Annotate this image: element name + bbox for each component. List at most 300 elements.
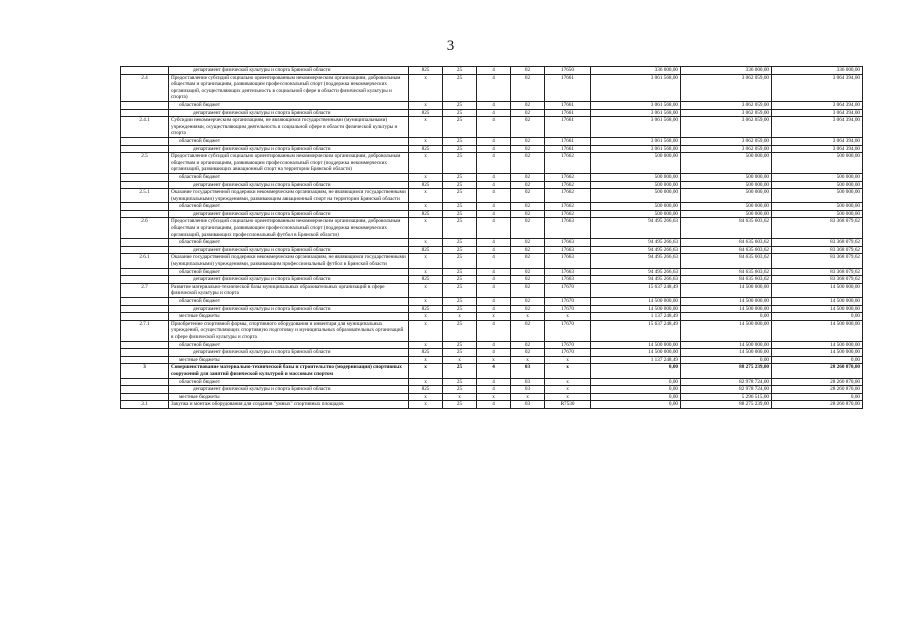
cell-subprogram-code: 4 bbox=[477, 298, 511, 306]
cell-number: 2.4 bbox=[121, 74, 169, 101]
cell-amount-year3: 500 000,00 bbox=[772, 181, 863, 189]
cell-direction-code: 17670 bbox=[545, 320, 591, 341]
table-row bbox=[121, 268, 863, 276]
cell-admin-code: х bbox=[409, 203, 443, 211]
cell-amount-year3: 83 368 079,62 bbox=[772, 254, 863, 268]
cell-direction-code: 17670 bbox=[545, 305, 591, 313]
cell-admin-code: х bbox=[409, 239, 443, 247]
cell-event-code: 02 bbox=[511, 283, 545, 297]
cell-amount-year3: 14 500 000,00 bbox=[772, 349, 863, 357]
cell-program-code: 25 bbox=[443, 246, 477, 254]
cell-number: 2.5 bbox=[121, 153, 169, 174]
cell-admin-code: х bbox=[409, 393, 443, 401]
cell-number: 2.7 bbox=[121, 283, 169, 297]
table-row bbox=[121, 189, 863, 203]
cell-amount-year1: 0,00 bbox=[591, 386, 681, 394]
cell-program-code: 25 bbox=[443, 298, 477, 306]
cell-amount-year2: 82 978 724,00 bbox=[681, 386, 772, 394]
cell-number bbox=[121, 67, 169, 75]
cell-amount-year1: 1 137 248,49 bbox=[591, 356, 681, 364]
cell-amount-year3: 14 500 000,00 bbox=[772, 305, 863, 313]
cell-program-code: 25 bbox=[443, 145, 477, 153]
cell-amount-year3: 28 260 870,00 bbox=[772, 386, 863, 394]
cell-subprogram-code: 4 bbox=[477, 153, 511, 174]
cell-program-code: 25 bbox=[443, 181, 477, 189]
cell-admin-code: х bbox=[409, 313, 443, 321]
cell-program-code: 25 bbox=[443, 210, 477, 218]
cell-amount-year1: 94 495 266,63 bbox=[591, 239, 681, 247]
budget-table-body bbox=[121, 67, 863, 409]
cell-amount-year2: 3 062 059,00 bbox=[681, 109, 772, 117]
cell-event-code: 03 bbox=[511, 378, 545, 386]
cell-admin-code: 825 bbox=[409, 246, 443, 254]
table-row bbox=[121, 341, 863, 349]
cell-direction-code: х bbox=[545, 356, 591, 364]
cell-subprogram-code: 4 bbox=[477, 145, 511, 153]
cell-amount-year3: 0,00 bbox=[772, 313, 863, 321]
cell-event-code: 02 bbox=[511, 276, 545, 284]
cell-amount-year3: 500 000,00 bbox=[772, 203, 863, 211]
cell-description: областной бюджет bbox=[169, 298, 409, 306]
cell-direction-code: 17662 bbox=[545, 210, 591, 218]
cell-description: Субсидии некоммерческим организациям, не являющимся государственными (муниципальными) учреждениями, осуществляющим деятельность в социальной сфере в области физической культуры и спорта bbox=[169, 117, 409, 138]
cell-direction-code: 17663 bbox=[545, 239, 591, 247]
cell-amount-year3: 3 064 394,00 bbox=[772, 74, 863, 101]
cell-number bbox=[121, 349, 169, 357]
cell-program-code: 25 bbox=[443, 341, 477, 349]
cell-program-code: 25 bbox=[443, 137, 477, 145]
cell-amount-year1: 500 000,00 bbox=[591, 203, 681, 211]
cell-admin-code: 825 bbox=[409, 349, 443, 357]
cell-event-code: 02 bbox=[511, 203, 545, 211]
cell-subprogram-code: 4 bbox=[477, 218, 511, 239]
cell-subprogram-code: 4 bbox=[477, 378, 511, 386]
table-row bbox=[121, 203, 863, 211]
cell-description: областной бюджет bbox=[169, 378, 409, 386]
cell-amount-year2: 84 635 603,62 bbox=[681, 254, 772, 268]
cell-amount-year3: 83 368 079,62 bbox=[772, 218, 863, 239]
cell-event-code: х bbox=[511, 313, 545, 321]
cell-admin-code: х bbox=[409, 283, 443, 297]
cell-program-code: х bbox=[443, 356, 477, 364]
cell-subprogram-code: 4 bbox=[477, 320, 511, 341]
cell-number bbox=[121, 378, 169, 386]
cell-event-code: 02 bbox=[511, 305, 545, 313]
cell-description: Оказание государственной поддержки некоммерческим организациям, не являющимся государственными (муниципальными) учреждениями, развивающим авиационный спорт на территории Брянской области bbox=[169, 189, 409, 203]
cell-amount-year1: 14 500 000,00 bbox=[591, 341, 681, 349]
cell-subprogram-code: х bbox=[477, 393, 511, 401]
cell-description: департамент физической культуры и спорта Брянской области bbox=[169, 349, 409, 357]
cell-direction-code: 17670 bbox=[545, 341, 591, 349]
table-row bbox=[121, 356, 863, 364]
cell-event-code: 02 bbox=[511, 210, 545, 218]
table-row bbox=[121, 173, 863, 181]
cell-program-code: 25 bbox=[443, 109, 477, 117]
table-row bbox=[121, 320, 863, 341]
cell-amount-year3: 83 368 079,62 bbox=[772, 246, 863, 254]
cell-number bbox=[121, 268, 169, 276]
cell-amount-year1: 500 000,00 bbox=[591, 153, 681, 174]
table-row bbox=[121, 386, 863, 394]
cell-subprogram-code: 4 bbox=[477, 67, 511, 75]
cell-program-code: 25 bbox=[443, 401, 477, 409]
table-row bbox=[121, 153, 863, 174]
cell-subprogram-code: 4 bbox=[477, 341, 511, 349]
cell-amount-year2: 500 000,00 bbox=[681, 189, 772, 203]
cell-amount-year2: 0,00 bbox=[681, 356, 772, 364]
cell-amount-year3: 14 500 000,00 bbox=[772, 320, 863, 341]
cell-description: областной бюджет bbox=[169, 101, 409, 109]
table-row bbox=[121, 74, 863, 101]
cell-program-code: 25 bbox=[443, 117, 477, 138]
table-row bbox=[121, 313, 863, 321]
cell-amount-year1: 500 000,00 bbox=[591, 189, 681, 203]
table-row bbox=[121, 349, 863, 357]
table-row bbox=[121, 393, 863, 401]
cell-event-code: 02 bbox=[511, 101, 545, 109]
cell-event-code: х bbox=[511, 356, 545, 364]
cell-description: Закупка и монтаж оборудования для создания "умных" спортивных площадок bbox=[169, 401, 409, 409]
cell-admin-code: х bbox=[409, 298, 443, 306]
cell-amount-year2: 3 062 059,00 bbox=[681, 145, 772, 153]
cell-admin-code: х bbox=[409, 364, 443, 378]
cell-event-code: 02 bbox=[511, 246, 545, 254]
cell-amount-year3: 3 064 394,00 bbox=[772, 137, 863, 145]
cell-program-code: 25 bbox=[443, 173, 477, 181]
cell-amount-year2: 84 635 603,62 bbox=[681, 218, 772, 239]
cell-subprogram-code: 4 bbox=[477, 239, 511, 247]
cell-amount-year3: 83 368 079,62 bbox=[772, 276, 863, 284]
cell-direction-code: 17670 bbox=[545, 349, 591, 357]
cell-event-code: 02 bbox=[511, 173, 545, 181]
cell-direction-code: 17663 bbox=[545, 254, 591, 268]
cell-subprogram-code: 4 bbox=[477, 181, 511, 189]
cell-amount-year1: 94 495 266,63 bbox=[591, 218, 681, 239]
cell-number bbox=[121, 145, 169, 153]
budget-table bbox=[120, 66, 863, 409]
cell-description: департамент физической культуры и спорта Брянской области bbox=[169, 210, 409, 218]
cell-number bbox=[121, 246, 169, 254]
cell-amount-year1: 500 000,00 bbox=[591, 173, 681, 181]
cell-amount-year3: 500 000,00 bbox=[772, 173, 863, 181]
cell-number bbox=[121, 239, 169, 247]
cell-description: департамент физической культуры и спорта Брянской области bbox=[169, 145, 409, 153]
cell-direction-code: 17661 bbox=[545, 137, 591, 145]
cell-direction-code: 17661 bbox=[545, 101, 591, 109]
cell-amount-year1: 15 637 248,49 bbox=[591, 283, 681, 297]
cell-number bbox=[121, 203, 169, 211]
cell-admin-code: х bbox=[409, 117, 443, 138]
cell-admin-code: х bbox=[409, 268, 443, 276]
cell-subprogram-code: 4 bbox=[477, 189, 511, 203]
cell-amount-year3: 14 500 000,00 bbox=[772, 283, 863, 297]
cell-amount-year1: 94 495 266,63 bbox=[591, 268, 681, 276]
cell-subprogram-code: 4 bbox=[477, 386, 511, 394]
cell-program-code: 25 bbox=[443, 101, 477, 109]
cell-description: Предоставление субсидий социально ориентированным некоммерческим организациям, добровольным обществам и организациям, развивающим профессиональный спорт (поддержка некоммерческих организаций, развивающих авиационный спорт на территории Брянской области) bbox=[169, 153, 409, 174]
cell-event-code: 02 bbox=[511, 239, 545, 247]
table-row bbox=[121, 101, 863, 109]
table-row bbox=[121, 298, 863, 306]
cell-admin-code: х bbox=[409, 218, 443, 239]
cell-number bbox=[121, 298, 169, 306]
cell-event-code: 02 bbox=[511, 145, 545, 153]
table-row bbox=[121, 145, 863, 153]
cell-description: департамент физической культуры и спорта Брянской области bbox=[169, 305, 409, 313]
cell-direction-code: 17661 bbox=[545, 109, 591, 117]
cell-description: Оказание государственной поддержки некоммерческим организациям, не являющимся государственными (муниципальными) учреждениями, развивающим профессиональный футбол в Брянской области bbox=[169, 254, 409, 268]
cell-event-code: 02 bbox=[511, 117, 545, 138]
cell-amount-year1: 3 061 568,00 bbox=[591, 109, 681, 117]
cell-program-code: 25 bbox=[443, 153, 477, 174]
cell-amount-year2: 14 500 000,00 bbox=[681, 305, 772, 313]
cell-number bbox=[121, 305, 169, 313]
cell-amount-year3: 500 000,00 bbox=[772, 210, 863, 218]
cell-number bbox=[121, 210, 169, 218]
table-row bbox=[121, 246, 863, 254]
cell-amount-year1: 3 061 568,00 bbox=[591, 145, 681, 153]
cell-direction-code: R7530 bbox=[545, 401, 591, 409]
cell-amount-year3: 14 500 000,00 bbox=[772, 298, 863, 306]
cell-program-code: 25 bbox=[443, 364, 477, 378]
cell-description: департамент физической культуры и спорта Брянской области bbox=[169, 246, 409, 254]
cell-number bbox=[121, 101, 169, 109]
cell-direction-code: 17663 bbox=[545, 246, 591, 254]
cell-direction-code: х bbox=[545, 378, 591, 386]
cell-direction-code: 17662 bbox=[545, 189, 591, 203]
cell-amount-year2: 500 000,00 bbox=[681, 181, 772, 189]
cell-amount-year3: 3 064 394,00 bbox=[772, 109, 863, 117]
cell-subprogram-code: 4 bbox=[477, 349, 511, 357]
cell-event-code: 02 bbox=[511, 254, 545, 268]
cell-event-code: 02 bbox=[511, 268, 545, 276]
cell-admin-code: х bbox=[409, 356, 443, 364]
cell-event-code: 02 bbox=[511, 181, 545, 189]
cell-program-code: 25 bbox=[443, 218, 477, 239]
cell-admin-code: х bbox=[409, 74, 443, 101]
cell-description: Приобретение спортивной формы, спортивного оборудования и инвентаря для муниципальных учреждений, осуществляющих спортивную подготовку и муниципальных образовательных организаций в сфере физической культуры и спорта bbox=[169, 320, 409, 341]
table-row bbox=[121, 276, 863, 284]
cell-amount-year3: 28 260 870,00 bbox=[772, 364, 863, 378]
cell-event-code: 03 bbox=[511, 386, 545, 394]
cell-direction-code: 17670 bbox=[545, 283, 591, 297]
cell-amount-year2: 82 978 724,00 bbox=[681, 378, 772, 386]
cell-amount-year2: 84 635 603,62 bbox=[681, 239, 772, 247]
cell-program-code: 25 bbox=[443, 283, 477, 297]
cell-admin-code: х bbox=[409, 320, 443, 341]
cell-amount-year2: 3 062 059,00 bbox=[681, 137, 772, 145]
cell-amount-year2: 14 500 000,00 bbox=[681, 283, 772, 297]
cell-amount-year1: 0,00 bbox=[591, 378, 681, 386]
cell-event-code: 02 bbox=[511, 298, 545, 306]
cell-amount-year2: 88 275 239,00 bbox=[681, 401, 772, 409]
cell-admin-code: 825 bbox=[409, 67, 443, 75]
cell-amount-year1: 94 495 266,63 bbox=[591, 276, 681, 284]
cell-amount-year3: 14 500 000,00 bbox=[772, 341, 863, 349]
cell-program-code: 25 bbox=[443, 268, 477, 276]
cell-amount-year1: 0,00 bbox=[591, 393, 681, 401]
cell-subprogram-code: 4 bbox=[477, 305, 511, 313]
cell-direction-code: 17650 bbox=[545, 67, 591, 75]
cell-direction-code: 17661 bbox=[545, 74, 591, 101]
cell-direction-code: х bbox=[545, 393, 591, 401]
cell-description: Предоставление субсидий социально ориентированным некоммерческим организациям, добровольным обществам и организациям, развивающим профессиональный спорт (поддержка некоммерческих организаций, развивающих профессиональный футбол в Брянской области) bbox=[169, 218, 409, 239]
cell-amount-year1: 94 495 266,63 bbox=[591, 254, 681, 268]
table-row bbox=[121, 218, 863, 239]
cell-admin-code: 825 bbox=[409, 109, 443, 117]
cell-description: Предоставление субсидий социально ориентированным некоммерческим организациям, добровольным обществам и организациям, развивающим профессиональный спорт (поддержка некоммерческих организаций, осуществляющих деятельность в социальной сфере в области физической культуры и спорта) bbox=[169, 74, 409, 101]
cell-program-code: 25 bbox=[443, 305, 477, 313]
cell-amount-year2: 14 500 000,00 bbox=[681, 349, 772, 357]
cell-amount-year2: 84 635 603,62 bbox=[681, 246, 772, 254]
cell-program-code: 25 bbox=[443, 378, 477, 386]
cell-description: областной бюджет bbox=[169, 137, 409, 145]
cell-event-code: 03 bbox=[511, 401, 545, 409]
cell-event-code: 02 bbox=[511, 74, 545, 101]
cell-amount-year2: 3 062 059,00 bbox=[681, 101, 772, 109]
cell-program-code: 25 bbox=[443, 67, 477, 75]
cell-amount-year2: 500 000,00 bbox=[681, 153, 772, 174]
cell-program-code: 25 bbox=[443, 349, 477, 357]
table-row bbox=[121, 364, 863, 378]
cell-admin-code: х bbox=[409, 137, 443, 145]
cell-direction-code: 17662 bbox=[545, 153, 591, 174]
cell-number bbox=[121, 181, 169, 189]
table-row bbox=[121, 239, 863, 247]
cell-description: местные бюджеты bbox=[169, 313, 409, 321]
cell-admin-code: 825 bbox=[409, 386, 443, 394]
cell-number bbox=[121, 276, 169, 284]
cell-amount-year1: 3 061 568,00 bbox=[591, 74, 681, 101]
cell-amount-year2: 3 062 059,00 bbox=[681, 117, 772, 138]
cell-amount-year1: 0,00 bbox=[591, 364, 681, 378]
table-row bbox=[121, 67, 863, 75]
cell-admin-code: х bbox=[409, 341, 443, 349]
cell-amount-year2: 500 000,00 bbox=[681, 203, 772, 211]
cell-admin-code: х bbox=[409, 101, 443, 109]
cell-event-code: 02 bbox=[511, 218, 545, 239]
cell-subprogram-code: 4 bbox=[477, 364, 511, 378]
cell-amount-year2: 84 635 603,62 bbox=[681, 268, 772, 276]
cell-subprogram-code: 4 bbox=[477, 74, 511, 101]
cell-description: департамент физической культуры и спорта Брянской области bbox=[169, 181, 409, 189]
table-row bbox=[121, 109, 863, 117]
cell-amount-year3: 83 368 079,62 bbox=[772, 239, 863, 247]
cell-number: 2.6 bbox=[121, 218, 169, 239]
cell-amount-year1: 500 000,00 bbox=[591, 181, 681, 189]
cell-program-code: 25 bbox=[443, 189, 477, 203]
cell-amount-year3: 3 064 394,00 bbox=[772, 101, 863, 109]
cell-subprogram-code: 4 bbox=[477, 109, 511, 117]
cell-number bbox=[121, 173, 169, 181]
cell-amount-year1: 14 500 000,00 bbox=[591, 298, 681, 306]
cell-amount-year1: 94 495 266,63 bbox=[591, 246, 681, 254]
cell-event-code: 02 bbox=[511, 109, 545, 117]
cell-description: областной бюджет bbox=[169, 203, 409, 211]
table-row bbox=[121, 305, 863, 313]
cell-number bbox=[121, 386, 169, 394]
cell-direction-code: 17662 bbox=[545, 181, 591, 189]
cell-subprogram-code: 4 bbox=[477, 101, 511, 109]
cell-admin-code: 825 bbox=[409, 181, 443, 189]
cell-program-code: 25 bbox=[443, 386, 477, 394]
table-row bbox=[121, 283, 863, 297]
cell-amount-year3: 336 000,00 bbox=[772, 67, 863, 75]
cell-amount-year2: 14 500 000,00 bbox=[681, 298, 772, 306]
cell-subprogram-code: 4 bbox=[477, 203, 511, 211]
cell-amount-year1: 14 500 000,00 bbox=[591, 349, 681, 357]
cell-number bbox=[121, 109, 169, 117]
cell-admin-code: х bbox=[409, 378, 443, 386]
cell-description: департамент физической культуры и спорта Брянской области bbox=[169, 386, 409, 394]
cell-subprogram-code: 4 bbox=[477, 268, 511, 276]
cell-amount-year2: 3 062 059,00 bbox=[681, 74, 772, 101]
cell-amount-year1: 3 061 568,00 bbox=[591, 137, 681, 145]
cell-direction-code: х bbox=[545, 364, 591, 378]
cell-event-code: 02 bbox=[511, 349, 545, 357]
cell-amount-year2: 336 000,00 bbox=[681, 67, 772, 75]
cell-amount-year3: 500 000,00 bbox=[772, 153, 863, 174]
cell-description: департамент физической культуры и спорта Брянской области bbox=[169, 109, 409, 117]
cell-event-code: 02 bbox=[511, 341, 545, 349]
cell-program-code: х bbox=[443, 313, 477, 321]
cell-number: 2.5.1 bbox=[121, 189, 169, 203]
cell-amount-year1: 336 000,00 bbox=[591, 67, 681, 75]
cell-admin-code: х bbox=[409, 189, 443, 203]
cell-event-code: 02 bbox=[511, 137, 545, 145]
table-row bbox=[121, 181, 863, 189]
cell-direction-code: 17662 bbox=[545, 203, 591, 211]
cell-program-code: 25 bbox=[443, 203, 477, 211]
cell-admin-code: 825 bbox=[409, 305, 443, 313]
cell-direction-code: 17670 bbox=[545, 298, 591, 306]
cell-number: 2.6.1 bbox=[121, 254, 169, 268]
cell-description: областной бюджет bbox=[169, 341, 409, 349]
cell-direction-code: х bbox=[545, 313, 591, 321]
cell-program-code: 25 bbox=[443, 276, 477, 284]
cell-amount-year3: 28 260 870,00 bbox=[772, 401, 863, 409]
cell-subprogram-code: 4 bbox=[477, 117, 511, 138]
cell-direction-code: 17661 bbox=[545, 117, 591, 138]
cell-subprogram-code: 4 bbox=[477, 401, 511, 409]
cell-amount-year1: 1 137 248,49 bbox=[591, 313, 681, 321]
table-row bbox=[121, 401, 863, 409]
cell-amount-year3: 0,00 bbox=[772, 356, 863, 364]
cell-number: 2.4.1 bbox=[121, 117, 169, 138]
cell-amount-year1: 0,00 bbox=[591, 401, 681, 409]
cell-amount-year2: 14 500 000,00 bbox=[681, 341, 772, 349]
cell-direction-code: 17661 bbox=[545, 145, 591, 153]
cell-amount-year1: 15 637 248,49 bbox=[591, 320, 681, 341]
cell-description: Совершенствование материально-технической базы и строительство (модернизация) спортивных сооружений для занятий физической культурой и массовым спортом bbox=[169, 364, 409, 378]
cell-description: областной бюджет bbox=[169, 268, 409, 276]
cell-event-code: х bbox=[511, 393, 545, 401]
cell-description: областной бюджет bbox=[169, 239, 409, 247]
cell-amount-year3: 3 064 394,00 bbox=[772, 117, 863, 138]
cell-amount-year2: 84 635 603,62 bbox=[681, 276, 772, 284]
cell-direction-code: 17663 bbox=[545, 276, 591, 284]
cell-description: департамент физической культуры и спорта Брянской области bbox=[169, 67, 409, 75]
cell-amount-year2: 500 000,00 bbox=[681, 173, 772, 181]
cell-admin-code: х bbox=[409, 254, 443, 268]
cell-subprogram-code: 4 bbox=[477, 246, 511, 254]
cell-direction-code: х bbox=[545, 386, 591, 394]
table-row bbox=[121, 210, 863, 218]
cell-number bbox=[121, 356, 169, 364]
cell-description: департамент физической культуры и спорта Брянской области bbox=[169, 276, 409, 284]
cell-direction-code: 17663 bbox=[545, 218, 591, 239]
cell-amount-year2: 14 500 000,00 bbox=[681, 320, 772, 341]
